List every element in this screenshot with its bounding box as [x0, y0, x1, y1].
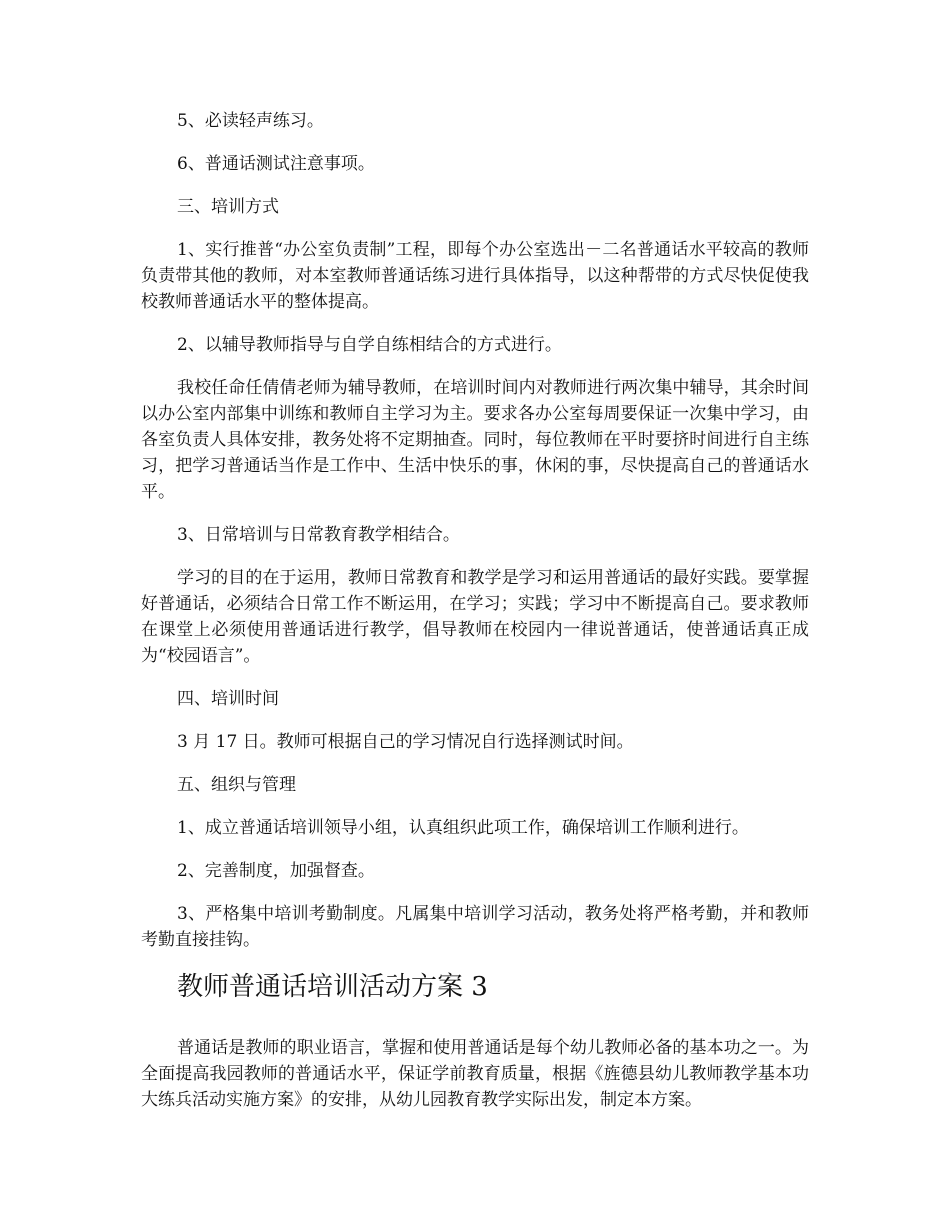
paragraph: 2、以辅导教师指导与自学自练相结合的方式进行。 [177, 335, 562, 355]
section-heading: 五、组织与管理 [177, 775, 296, 795]
paragraph: 2、完善制度，加强督查。 [177, 861, 375, 881]
paragraph: 3、严格集中培训考勤制度。凡属集中培训学习活动，教务处将严格考勤，并和教师考勤直接挂钩。 [141, 904, 809, 950]
paragraph: 1、实行推普“办公室负责制”工程，即每个办公室选出－二名普通话水平较高的教师负责带其他的教师，对本室教师普通话练习进行具体指导，以这种帮带的方式尽快促使我校教师普通话水平的整体提高。 [141, 240, 809, 312]
section-heading: 四、培训时间 [177, 689, 279, 709]
paragraph: 5、必读轻声练习。 [177, 111, 324, 131]
paragraph: 3 月 17 日。教师可根据自己的学习情况自行选择测试时间。 [177, 732, 634, 752]
section-heading: 三、培训方式 [177, 197, 279, 217]
paragraph: 1、成立普通话培训领导小组，认真组织此项工作，确保培训工作顺利进行。 [177, 818, 749, 838]
paragraph: 3、日常培训与日常教育教学相结合。 [177, 525, 460, 545]
paragraph: 普通话是教师的职业语言，掌握和使用普通话是每个幼儿教师必备的基本功之一。为全面提高我园教师的普通话水平，保证学前教育质量，根据《旌德县幼儿教师教学基本功大练兵活动实施方案》的安排，从幼儿园教育教学实际出发，制定本方案。 [141, 1038, 809, 1110]
paragraph: 我校任命任倩倩老师为辅导教师，在培训时间内对教师进行两次集中辅导，其余时间以办公室内部集中训练和教师自主学习为主。要求各办公室每周要保证一次集中学习，由各室负责人具体安排，教务处将不定期抽查。同时，每位教师在平时要挤时间进行自主练习，把学习普通话当作是工作中、生活中快乐的事，休闲的事，尽快提高自己的普通话水平。 [141, 378, 809, 502]
document-title: 教师普通话培训活动方案 3 [177, 972, 488, 1002]
paragraph: 6、普通话测试注意事项。 [177, 154, 375, 174]
paragraph: 学习的目的在于运用，教师日常教育和教学是学习和运用普通话的最好实践。要掌握好普通话，必须结合日常工作不断运用，在学习；实践；学习中不断提高自己。要求教师在课堂上必须使用普通话进行教学，倡导教师在校园内一律说普通话，使普通话真正成为“校园语言”。 [141, 568, 809, 666]
document-body [141, 108, 809, 1130]
